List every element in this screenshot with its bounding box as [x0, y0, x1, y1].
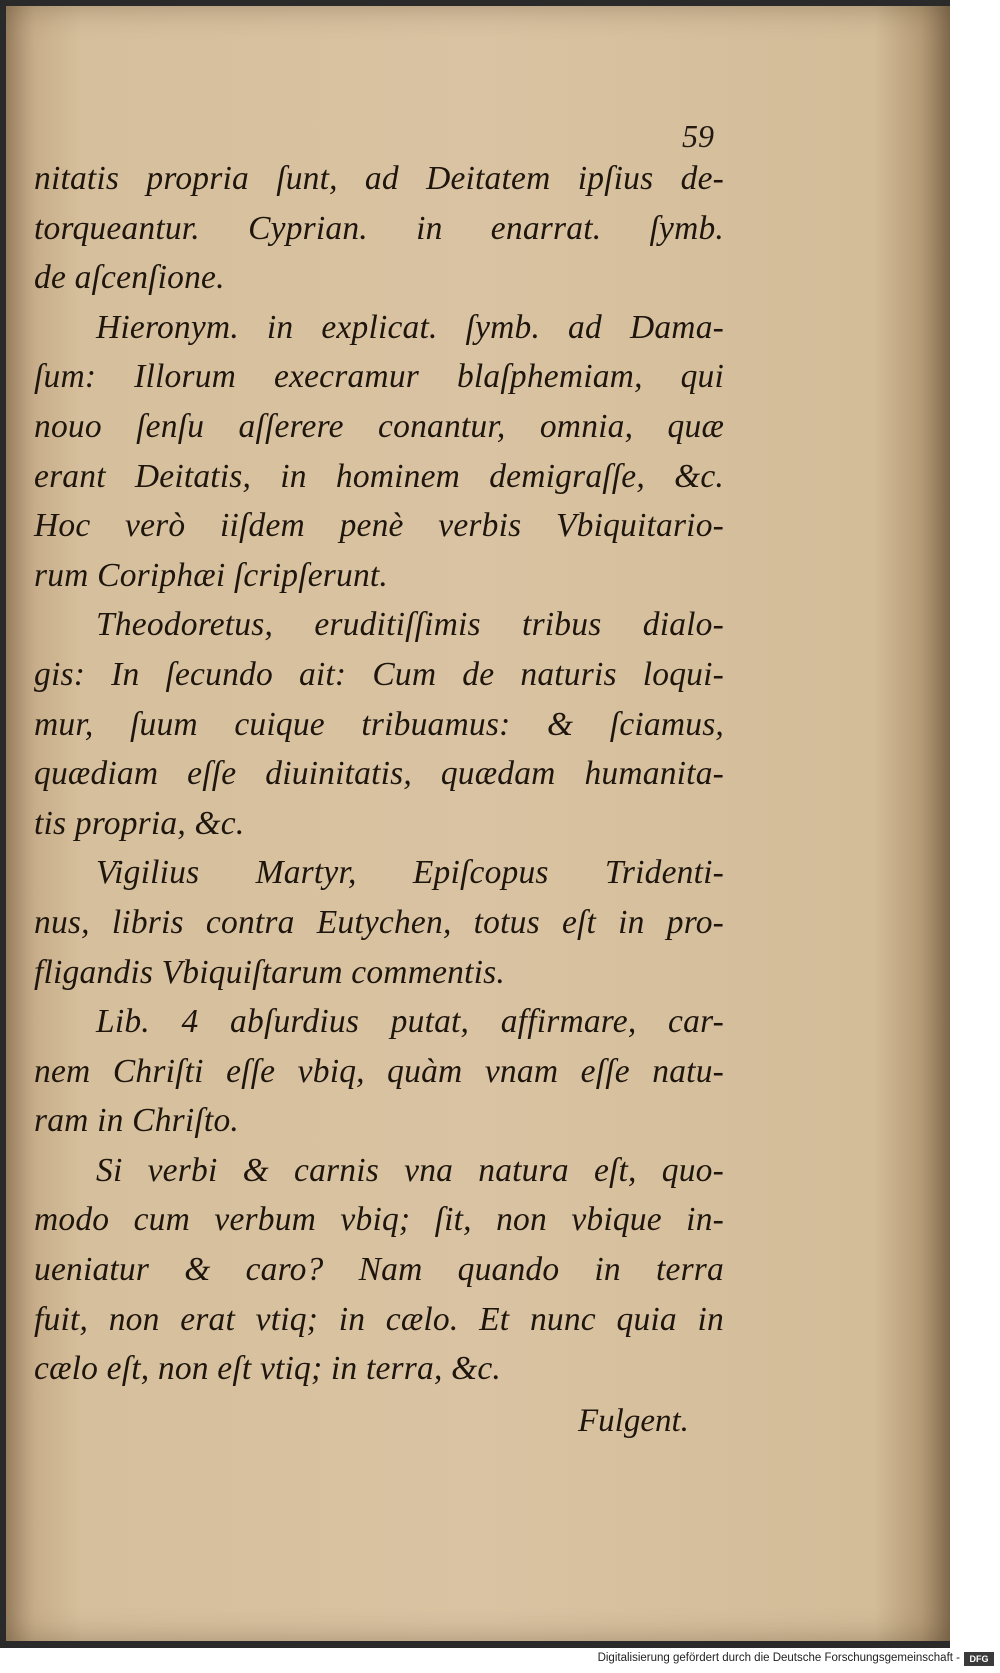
text-line: de aſcenſione. — [34, 259, 225, 297]
dfg-logo: DFG — [964, 1652, 994, 1666]
text-line: ueniatur & caro? Nam quando in terra — [34, 1251, 724, 1289]
catchword: Fulgent. — [578, 1403, 689, 1439]
text-line: fuit, non erat vtiq; in cælo. Et nunc quia in — [34, 1300, 724, 1338]
text-line: Hoc verò iiſdem penè verbis Vbiquitario- — [34, 507, 724, 545]
text-line: nem Chriſti eſſe vbiq, quàm vnam eſſe natu- — [34, 1052, 724, 1090]
text-line: Hieronym. in explicat. ſymb. ad Dama- — [96, 308, 724, 346]
text-line: nitatis propria ſunt, ad Deitatem ipſius de- — [34, 160, 724, 197]
text-line: Lib. 4 abſurdius putat, affirmare, car- — [96, 1003, 724, 1041]
page-number: 59 — [682, 118, 714, 154]
text-line: cælo eſt, non eſt vtiq; in terra, &c. — [34, 1350, 502, 1388]
text-line: tis propria, &c. — [34, 804, 245, 842]
text-line: nus, libris contra Eutychen, totus eſt in pro- — [34, 903, 724, 941]
book-page — [6, 6, 950, 1641]
text-line: mur, ſuum cuique tribuamus: & ſciamus, — [34, 705, 724, 743]
text-line: ram in Chriſto. — [34, 1102, 239, 1140]
text-line: nouo ſenſu aſſerere conantur, omnia, quæ — [34, 407, 724, 445]
text-line: ſum: Illorum execramur blaſphemiam, qui — [34, 358, 724, 396]
text-line: erant Deitatis, in hominem demigraſſe, &c. — [34, 457, 724, 495]
text-line: Si verbi & carnis vna natura eſt, quo- — [96, 1151, 724, 1189]
text-line: Theodoretus, eruditiſſimis tribus dialo- — [96, 606, 724, 644]
text-line: torqueantur. Cyprian. in enarrat. ſymb. — [34, 209, 724, 247]
text-line: modo cum verbum vbiq; ſit, non vbique in- — [34, 1201, 724, 1239]
text-line: rum Coriphæi ſcripſerunt. — [34, 556, 388, 594]
page-body-text — [34, 154, 724, 1394]
text-line: Vigilius Martyr, Epiſcopus Tridenti- — [96, 854, 724, 892]
text-line: gis: In ſecundo ait: Cum de naturis loqui- — [34, 655, 724, 693]
text-line: quædiam eſſe diuinitatis, quædam humanita- — [34, 755, 724, 793]
right-margin — [950, 0, 1000, 1648]
text-line: fligandis Vbiquiſtarum commentis. — [34, 953, 505, 991]
footer-credit: Digitalisierung gefördert durch die Deutsche Forschungsgemeinschaft - — [597, 1652, 960, 1664]
